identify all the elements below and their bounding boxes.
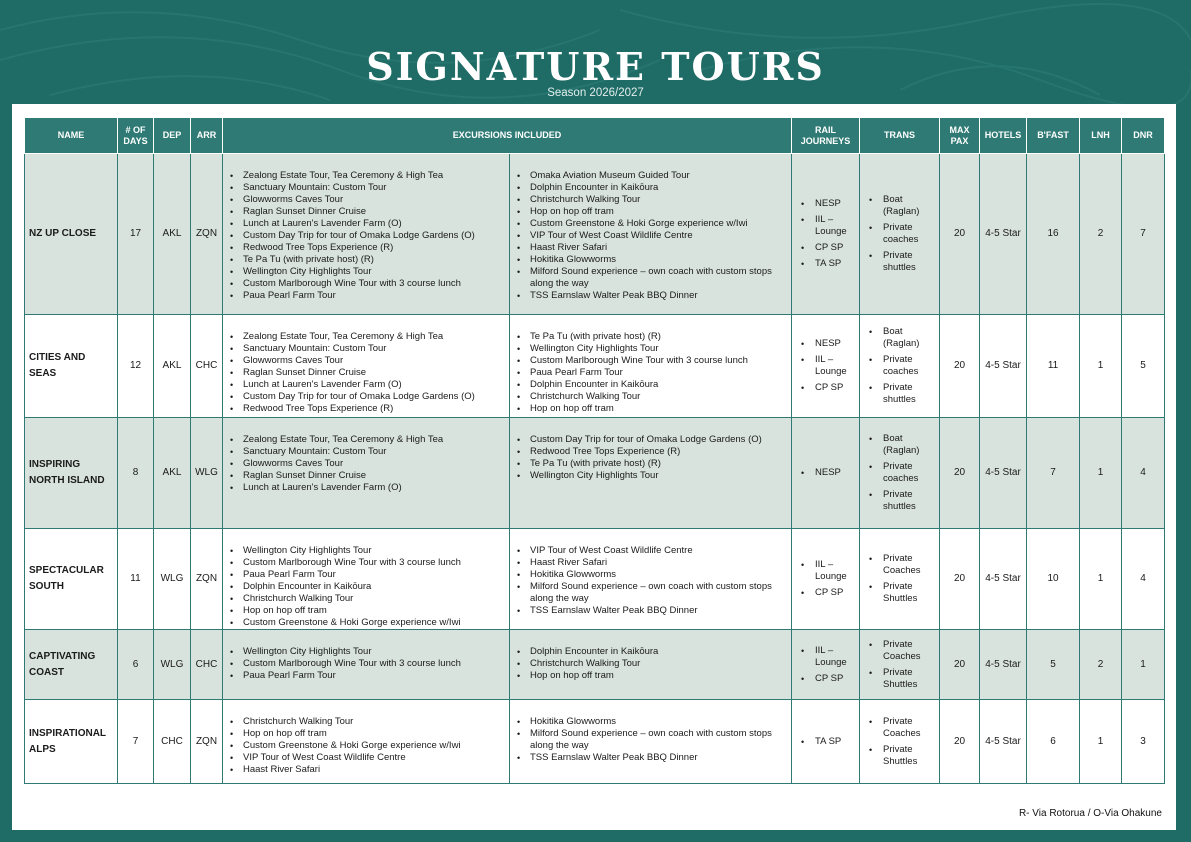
col-hotels: HOTELS [980, 118, 1027, 154]
col-bfast: B'FAST [1027, 118, 1080, 154]
list-item: • Custom Day Trip for tour of Omaka Lodge Gardens (O) [223, 230, 509, 242]
list-item: • Private coaches [863, 354, 936, 378]
lunches: 2 [1080, 154, 1122, 315]
list-item: • Custom Marlborough Wine Tour with 3 course lunch [223, 557, 509, 569]
list-item: • Private Coaches [863, 639, 936, 663]
dinners: 4 [1122, 418, 1165, 529]
breakfasts: 5 [1027, 630, 1080, 700]
hotels: 4-5 Star [980, 315, 1027, 418]
col-arr: ARR [191, 118, 223, 154]
tour-departure: WLG [154, 529, 191, 630]
tour-arrival: ZQN [191, 154, 223, 315]
list-item: • Sanctuary Mountain: Custom Tour [223, 446, 509, 458]
transport [860, 154, 940, 315]
transport [860, 700, 940, 784]
table-row [25, 154, 1165, 315]
breakfasts: 11 [1027, 315, 1080, 418]
hotels: 4-5 Star [980, 418, 1027, 529]
footnote: R- Via Rotorua / O-Via Ohakune [1018, 808, 1162, 819]
rail-journeys [792, 418, 860, 529]
hotels: 4-5 Star [980, 529, 1027, 630]
table-row [25, 630, 1165, 700]
list-item: • Custom Day Trip for tour of Omaka Lodge Gardens (O) [223, 391, 509, 403]
list-item: • Custom Marlborough Wine Tour with 3 course lunch [510, 355, 791, 367]
transport [860, 529, 940, 630]
list-item: • Hokitika Glowworms [510, 716, 791, 728]
tour-days: 7 [118, 700, 154, 784]
list-item: • Private Shuttles [863, 581, 936, 605]
transport [860, 630, 940, 700]
list-item: • Custom Greenstone & Hoki Gorge experience w/Iwi [223, 740, 509, 752]
list-item: • Hop on hop off tram [510, 670, 791, 682]
col-trans: TRANS [860, 118, 940, 154]
list-item: • Lunch at Lauren's Lavender Farm (O) [223, 218, 509, 230]
list-item: • Wellington City Highlights Tour [223, 646, 509, 658]
max-pax: 20 [940, 529, 980, 630]
list-item: • Zealong Estate Tour, Tea Ceremony & High Tea [223, 331, 509, 343]
list-item: • Zealong Estate Tour, Tea Ceremony & High Tea [223, 434, 509, 446]
lunches: 1 [1080, 315, 1122, 418]
list-item: • CP SP [795, 382, 856, 394]
tour-name: INSPIRATIONAL ALPS [25, 700, 118, 784]
list-item: • Redwood Tree Tops Experience (R) [223, 403, 509, 415]
list-item: • Haast River Safari [510, 557, 791, 569]
list-item: • Hokitika Glowworms [510, 254, 791, 266]
tour-name: SPECTACULAR SOUTH [25, 529, 118, 630]
tour-arrival: CHC [191, 630, 223, 700]
list-item: • IIL – Lounge [795, 645, 856, 669]
col-maxpax: MAX PAX [940, 118, 980, 154]
list-item: • Sanctuary Mountain: Custom Tour [223, 343, 509, 355]
excursions-right [510, 315, 792, 418]
tour-days: 8 [118, 418, 154, 529]
list-item: • Glowworms Caves Tour [223, 194, 509, 206]
dinners: 5 [1122, 315, 1165, 418]
list-item: • Lunch at Lauren's Lavender Farm (O) [223, 482, 509, 494]
tours-table [24, 117, 1165, 784]
excursions-right [510, 418, 792, 529]
list-item: • Omaka Aviation Museum Guided Tour [510, 170, 791, 182]
list-item: • Paua Pearl Farm Tour [223, 670, 509, 682]
list-item: • Private shuttles [863, 250, 936, 274]
list-item: • Redwood Tree Tops Experience (R) [223, 242, 509, 254]
lunches: 2 [1080, 630, 1122, 700]
excursions-left [223, 529, 510, 630]
list-item: • Private Coaches [863, 553, 936, 577]
list-item: • Custom Greenstone & Hoki Gorge experience w/Iwi [223, 617, 509, 629]
list-item: • Private shuttles [863, 382, 936, 406]
content-panel [12, 104, 1176, 830]
list-item: • Hop on hop off tram [510, 206, 791, 218]
list-item: • TSS Earnslaw Walter Peak BBQ Dinner [510, 290, 791, 302]
list-item: • Milford Sound experience – own coach with custom stops along the way [510, 728, 791, 752]
col-name: NAME [25, 118, 118, 154]
list-item: • Custom Marlborough Wine Tour with 3 course lunch [223, 278, 509, 290]
list-item: • VIP Tour of West Coast Wildlife Centre [223, 752, 509, 764]
list-item: • Christchurch Walking Tour [510, 391, 791, 403]
col-rail: RAIL JOURNEYS [792, 118, 860, 154]
list-item: • TSS Earnslaw Walter Peak BBQ Dinner [510, 752, 791, 764]
excursions-right [510, 529, 792, 630]
max-pax: 20 [940, 315, 980, 418]
list-item: • TA SP [795, 258, 856, 270]
rail-journeys [792, 154, 860, 315]
col-dnr: DNR [1122, 118, 1165, 154]
list-item: • Hop on hop off tram [223, 605, 509, 617]
list-item: • IIL – Lounge [795, 354, 856, 378]
excursions-left [223, 700, 510, 784]
list-item: • Private coaches [863, 461, 936, 485]
rail-journeys [792, 529, 860, 630]
list-item: • Te Pa Tu (with private host) (R) [510, 331, 791, 343]
tour-days: 12 [118, 315, 154, 418]
list-item: • Boat (Raglan) [863, 326, 936, 350]
table-row [25, 700, 1165, 784]
list-item: • Private coaches [863, 222, 936, 246]
excursions-left [223, 154, 510, 315]
list-item: • Christchurch Walking Tour [510, 658, 791, 670]
col-excursions: EXCURSIONS INCLUDED [223, 118, 792, 154]
tour-departure: AKL [154, 418, 191, 529]
tours-table-body [25, 154, 1165, 784]
list-item: • Te Pa Tu (with private host) (R) [223, 254, 509, 266]
season-subtitle: Season 2026/2027 [547, 87, 644, 99]
list-item: • Custom Greenstone & Hoki Gorge experience w/Iwi [510, 218, 791, 230]
list-item: • Hop on hop off tram [223, 728, 509, 740]
dinners: 1 [1122, 630, 1165, 700]
tour-name: NZ UP CLOSE [25, 154, 118, 315]
list-item: • Raglan Sunset Dinner Cruise [223, 206, 509, 218]
col-lnh: LNH [1080, 118, 1122, 154]
transport [860, 315, 940, 418]
list-item: • Paua Pearl Farm Tour [223, 290, 509, 302]
list-item: • IIL – Lounge [795, 214, 856, 238]
breakfasts: 16 [1027, 154, 1080, 315]
list-item: • CP SP [795, 587, 856, 599]
tour-departure: WLG [154, 630, 191, 700]
list-item: • Dolphin Encounter in Kaikōura [510, 646, 791, 658]
list-item: • Haast River Safari [223, 764, 509, 776]
excursions-right [510, 700, 792, 784]
list-item: • Wellington City Highlights Tour [223, 545, 509, 557]
tour-departure: AKL [154, 315, 191, 418]
list-item: • Raglan Sunset Dinner Cruise [223, 367, 509, 379]
list-item: • Boat (Raglan) [863, 194, 936, 218]
max-pax: 20 [940, 418, 980, 529]
list-item: • Christchurch Walking Tour [223, 593, 509, 605]
rail-journeys [792, 630, 860, 700]
list-item: • Dolphin Encounter in Kaikōura [510, 182, 791, 194]
list-item: • Custom Day Trip for tour of Omaka Lodge Gardens (O) [510, 434, 791, 446]
excursions-right [510, 630, 792, 700]
excursions-right [510, 154, 792, 315]
dinners: 7 [1122, 154, 1165, 315]
table-row [25, 529, 1165, 630]
list-item: • NESP [795, 338, 856, 350]
tour-arrival: WLG [191, 418, 223, 529]
excursions-left [223, 630, 510, 700]
list-item: • Redwood Tree Tops Experience (R) [510, 446, 791, 458]
dinners: 3 [1122, 700, 1165, 784]
tour-departure: CHC [154, 700, 191, 784]
table-header-row [25, 118, 1165, 154]
transport [860, 418, 940, 529]
tour-arrival: ZQN [191, 529, 223, 630]
list-item: • Dolphin Encounter in Kaikōura [510, 379, 791, 391]
list-item: • Milford Sound experience – own coach with custom stops along the way [510, 581, 791, 605]
table-row [25, 418, 1165, 529]
list-item: • Glowworms Caves Tour [223, 355, 509, 367]
list-item: • NESP [795, 198, 856, 210]
lunches: 1 [1080, 529, 1122, 630]
list-item: • IIL – Lounge [795, 559, 856, 583]
tour-days: 17 [118, 154, 154, 315]
list-item: • Christchurch Walking Tour [223, 716, 509, 728]
list-item: • Te Pa Tu (with private host) (R) [510, 458, 791, 470]
tour-name: INSPIRING NORTH ISLAND [25, 418, 118, 529]
list-item: • Private Shuttles [863, 667, 936, 691]
breakfasts: 10 [1027, 529, 1080, 630]
excursions-left [223, 418, 510, 529]
tour-days: 6 [118, 630, 154, 700]
col-days: # OF DAYS [118, 118, 154, 154]
col-dep: DEP [154, 118, 191, 154]
list-item: • Paua Pearl Farm Tour [510, 367, 791, 379]
list-item: • Custom Marlborough Wine Tour with 3 course lunch [223, 658, 509, 670]
breakfasts: 7 [1027, 418, 1080, 529]
list-item: • Wellington City Highlights Tour [510, 470, 791, 482]
tour-arrival: ZQN [191, 700, 223, 784]
hotels: 4-5 Star [980, 700, 1027, 784]
rail-journeys [792, 315, 860, 418]
list-item: • Hokitika Glowworms [510, 569, 791, 581]
list-item: • Zealong Estate Tour, Tea Ceremony & High Tea [223, 170, 509, 182]
hotels: 4-5 Star [980, 630, 1027, 700]
table-row [25, 315, 1165, 418]
list-item: • Glowworms Caves Tour [223, 458, 509, 470]
list-item: • Haast River Safari [510, 242, 791, 254]
tour-name: CAPTIVATING COAST [25, 630, 118, 700]
tour-name: CITIES AND SEAS [25, 315, 118, 418]
tour-days: 11 [118, 529, 154, 630]
list-item: • Lunch at Lauren's Lavender Farm (O) [223, 379, 509, 391]
list-item: • Paua Pearl Farm Tour [223, 569, 509, 581]
list-item: • Private shuttles [863, 489, 936, 513]
dinners: 4 [1122, 529, 1165, 630]
max-pax: 20 [940, 700, 980, 784]
list-item: • Milford Sound experience – own coach with custom stops along the way [510, 266, 791, 290]
tour-departure: AKL [154, 154, 191, 315]
list-item: • Boat (Raglan) [863, 433, 936, 457]
list-item: • Raglan Sunset Dinner Cruise [223, 470, 509, 482]
lunches: 1 [1080, 418, 1122, 529]
rail-journeys [792, 700, 860, 784]
list-item: • CP SP [795, 242, 856, 254]
lunches: 1 [1080, 700, 1122, 784]
tour-arrival: CHC [191, 315, 223, 418]
list-item: • Hop on hop off tram [510, 403, 791, 415]
excursions-left [223, 315, 510, 418]
list-item: • VIP Tour of West Coast Wildlife Centre [510, 545, 791, 557]
breakfasts: 6 [1027, 700, 1080, 784]
list-item: • TA SP [795, 736, 856, 748]
list-item: • TSS Earnslaw Walter Peak BBQ Dinner [510, 605, 791, 617]
list-item: • CP SP [795, 673, 856, 685]
page-title: SIGNATURE TOURS [366, 44, 825, 89]
page-header [0, 44, 1191, 100]
max-pax: 20 [940, 630, 980, 700]
list-item: • Sanctuary Mountain: Custom Tour [223, 182, 509, 194]
list-item: • Private Coaches [863, 716, 936, 740]
list-item: • Wellington City Highlights Tour [510, 343, 791, 355]
list-item: • Dolphin Encounter in Kaikōura [223, 581, 509, 593]
list-item: • VIP Tour of West Coast Wildlife Centre [510, 230, 791, 242]
list-item: • Wellington City Highlights Tour [223, 266, 509, 278]
list-item: • Christchurch Walking Tour [510, 194, 791, 206]
max-pax: 20 [940, 154, 980, 315]
hotels: 4-5 Star [980, 154, 1027, 315]
list-item: • Private Shuttles [863, 744, 936, 768]
list-item: • NESP [795, 467, 856, 479]
